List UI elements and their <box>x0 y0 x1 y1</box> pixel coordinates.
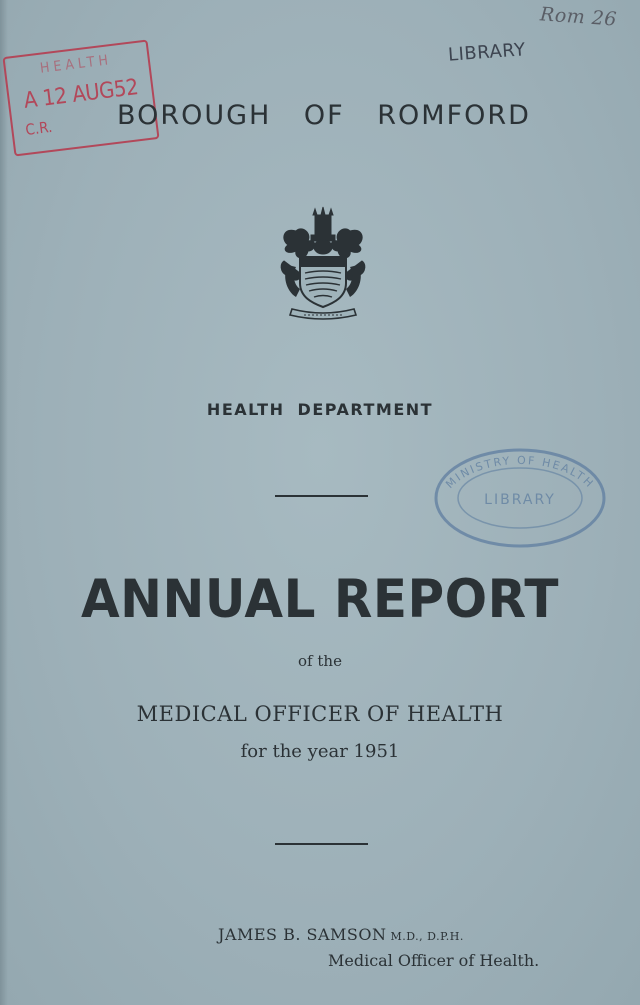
page-edge-shadow <box>0 0 8 1005</box>
coat-of-arms-icon <box>278 205 368 323</box>
library-stamp-center-text: LIBRARY <box>484 492 556 508</box>
divider-rule <box>275 843 368 845</box>
stamp-line-date: A 12 AUG52 <box>22 75 140 114</box>
report-of-the: of the <box>298 652 342 670</box>
department-heading: HEALTH DEPARTMENT <box>206 400 434 419</box>
library-oval-stamp <box>432 446 608 550</box>
report-period: for the year 1951 <box>240 741 400 762</box>
author-name: JAMES B. SAMSON <box>218 925 387 944</box>
report-subject: MEDICAL OFFICER OF HEALTH <box>136 702 504 726</box>
stamp-line-initials: C.R. <box>24 117 54 139</box>
author-name-line <box>218 925 464 944</box>
author-qualifications: M.D., D.P.H. <box>390 930 464 943</box>
handwritten-reference: Rom 26 <box>539 3 618 31</box>
divider-rule <box>275 495 368 497</box>
report-title: ANNUAL REPORT <box>80 568 560 630</box>
library-stamp-ring-text: MINISTRY OF HEALTH <box>443 453 597 492</box>
library-stamp-text: LIBRARY <box>447 39 527 66</box>
author-role: Medical Officer of Health. <box>328 951 540 970</box>
stamp-line-department: HEALTH <box>39 52 113 77</box>
received-date-stamp <box>2 39 159 156</box>
borough-heading: BOROUGH OF ROMFORD <box>117 100 531 131</box>
